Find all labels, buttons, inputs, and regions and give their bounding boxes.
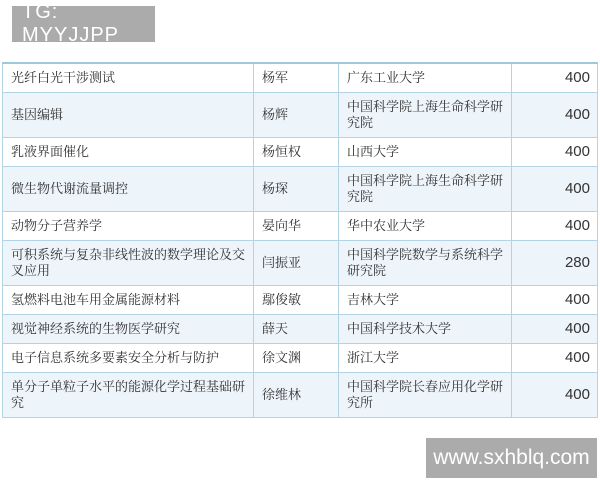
- table-row: [3, 93, 598, 138]
- project-title-cell: 光纤白光干涉测试: [3, 63, 254, 93]
- researcher-name-cell: 薛天: [254, 315, 339, 344]
- institution-cell: 中国科学院上海生命科学研究院: [339, 167, 512, 212]
- project-title-cell: 动物分子营养学: [3, 212, 254, 241]
- institution-cell: 山西大学: [339, 138, 512, 167]
- watermark-site-label: www.sxhblq.com: [433, 446, 590, 469]
- researcher-name-cell: 徐维林: [254, 373, 339, 418]
- project-title-cell: 基因编辑: [3, 93, 254, 138]
- institution-cell: 中国科学院上海生命科学研究院: [339, 93, 512, 138]
- institution-cell: 吉林大学: [339, 286, 512, 315]
- researcher-name-cell: 晏向华: [254, 212, 339, 241]
- projects-table-body: [3, 63, 598, 418]
- researcher-name-cell: 杨琛: [254, 167, 339, 212]
- project-title-cell: 氢燃料电池车用金属能源材料: [3, 286, 254, 315]
- institution-cell: 中国科学院长春应用化学研究所: [339, 373, 512, 418]
- institution-cell: 浙江大学: [339, 344, 512, 373]
- institution-cell: 广东工业大学: [339, 63, 512, 93]
- amount-cell: 400: [512, 373, 598, 418]
- projects-table: [2, 62, 598, 418]
- researcher-name-cell: 鄢俊敏: [254, 286, 339, 315]
- table-row: [3, 373, 598, 418]
- amount-cell: 400: [512, 93, 598, 138]
- table-row: [3, 138, 598, 167]
- institution-cell: 华中农业大学: [339, 212, 512, 241]
- project-title-cell: 单分子单粒子水平的能源化学过程基础研究: [3, 373, 254, 418]
- amount-cell: 400: [512, 212, 598, 241]
- amount-cell: 400: [512, 63, 598, 93]
- project-title-cell: 可积系统与复杂非线性波的数学理论及交叉应用: [3, 241, 254, 286]
- amount-cell: 400: [512, 286, 598, 315]
- institution-cell: 中国科学技术大学: [339, 315, 512, 344]
- amount-cell: 280: [512, 241, 598, 286]
- watermark-tag-label: TG: MYYJJPP: [22, 1, 120, 46]
- watermark-site-box: [426, 438, 597, 478]
- table-row: [3, 167, 598, 212]
- amount-cell: 400: [512, 167, 598, 212]
- institution-cell: 中国科学院数学与系统科学研究院: [339, 241, 512, 286]
- researcher-name-cell: 徐文渊: [254, 344, 339, 373]
- researcher-name-cell: 杨辉: [254, 93, 339, 138]
- watermark-tag-box: [12, 1, 155, 46]
- table-row: [3, 241, 598, 286]
- amount-cell: 400: [512, 138, 598, 167]
- table-row: [3, 63, 598, 93]
- amount-cell: 400: [512, 315, 598, 344]
- amount-cell: 400: [512, 344, 598, 373]
- project-title-cell: 电子信息系统多要素安全分析与防护: [3, 344, 254, 373]
- researcher-name-cell: 闫振亚: [254, 241, 339, 286]
- table-row: [3, 344, 598, 373]
- researcher-name-cell: 杨恒权: [254, 138, 339, 167]
- project-title-cell: 微生物代谢流量调控: [3, 167, 254, 212]
- researcher-name-cell: 杨军: [254, 63, 339, 93]
- table-row: [3, 315, 598, 344]
- table-row: [3, 286, 598, 315]
- project-title-cell: 乳液界面催化: [3, 138, 254, 167]
- table-row: [3, 212, 598, 241]
- project-title-cell: 视觉神经系统的生物医学研究: [3, 315, 254, 344]
